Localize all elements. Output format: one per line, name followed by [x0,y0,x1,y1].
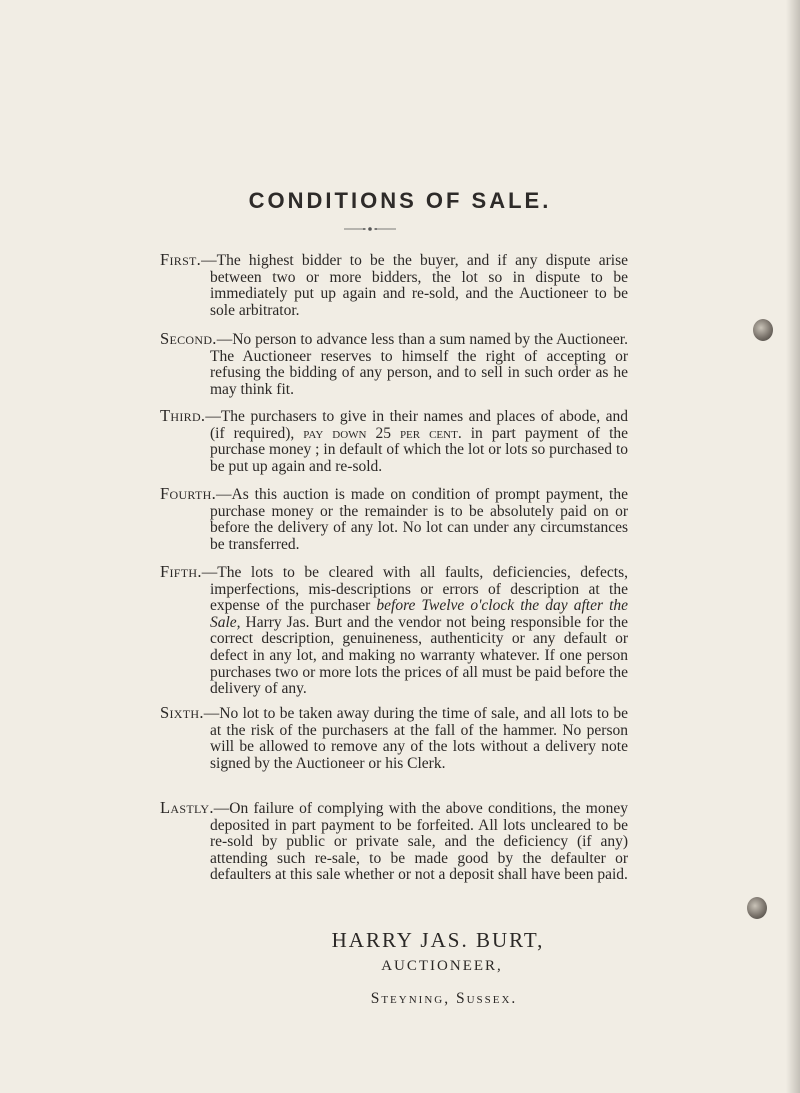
condition-lead: Third. [160,406,206,425]
condition-fourth [160,486,628,553]
condition-lead: Sixth. [160,703,204,722]
condition-lead: Fourth. [160,484,217,503]
condition-sixth [160,705,628,772]
title-ornament [340,226,400,232]
condition-text: Harry Jas. Burt and the vendor not being responsible for the correct description, genuineness, authenticity or any default or defect in any lot, and making no warranty whatever. If one person purchases two or more lots the prices of all must be paid before the delivery of any. [210,613,628,698]
condition-text: —The purchasers to give in their names and places of abode, and (if required), [205,408,628,442]
condition-lastly [160,800,628,884]
binding-hole-top [753,319,773,341]
auctioneer-location: Steyning, Sussex. [370,990,518,1007]
condition-third [160,408,628,475]
condition-second [160,331,628,398]
binding-hole-bottom [747,897,767,919]
condition-lead: First. [160,250,202,269]
condition-first [160,252,628,319]
condition-text: —The lots to be cleared with all faults, deficiencies, defects, imperfections, mis-descriptions or errors of description at the expense of the purchaser [201,564,628,615]
condition-text: —As this auction is made on condition of prompt payment, the purchase money or the remainder is to be absolutely paid on or before the delivery of any lot. No lot can under any circumstances be transferred. [210,486,628,553]
condition-lead: Lastly. [160,798,214,817]
condition-text: —The highest bidder to be the buyer, and if any dispute arise between two or more bidders, the lot so in dispute to be immediately put up again and re-sold, and the Auctioneer to be sole arbitrator. [201,252,628,319]
condition-text: —On failure of complying with the above conditions, the money deposited in part payment to be forfeited. All lots uncleared to be re-sold by public or private sale, and the deficiency (if any) attending such re-sale, to be made good by the defaulter or defaulters at this sale whether or not a deposit shall have been paid. [210,800,628,884]
condition-emphasis: before Twelve o'clock the day after the Sale, [210,597,629,631]
condition-text: in part payment of the purchase money ; in default of which the lot or lots so purchased to be put up again and re-sold. [210,424,629,475]
condition-text: —No lot to be taken away during the time of sale, and all lots to be at the risk of the purchasers at the fall of the hammer. No person will be allowed to remove any of the lots without a delivery note signed by the Auctioneer or his Clerk. [203,705,628,772]
page-title: CONDITIONS OF SALE. [248,188,552,213]
auctioneer-title: AUCTIONEER, [381,958,503,974]
condition-lead: Second. [160,329,217,348]
auctioneer-name: HARRY JAS. BURT, [331,928,545,952]
page-edge-shadow [786,0,800,1093]
condition-text: —No person to advance less than a sum named by the Auctioneer. The Auctioneer reserves to himself the right of accepting or refusing the bidding of any person, and to sell in such order as he may think fit. [210,331,628,398]
condition-emphasis: pay down 25 per cent. [303,424,462,442]
condition-fifth [160,564,628,698]
condition-lead: Fifth. [160,562,202,581]
